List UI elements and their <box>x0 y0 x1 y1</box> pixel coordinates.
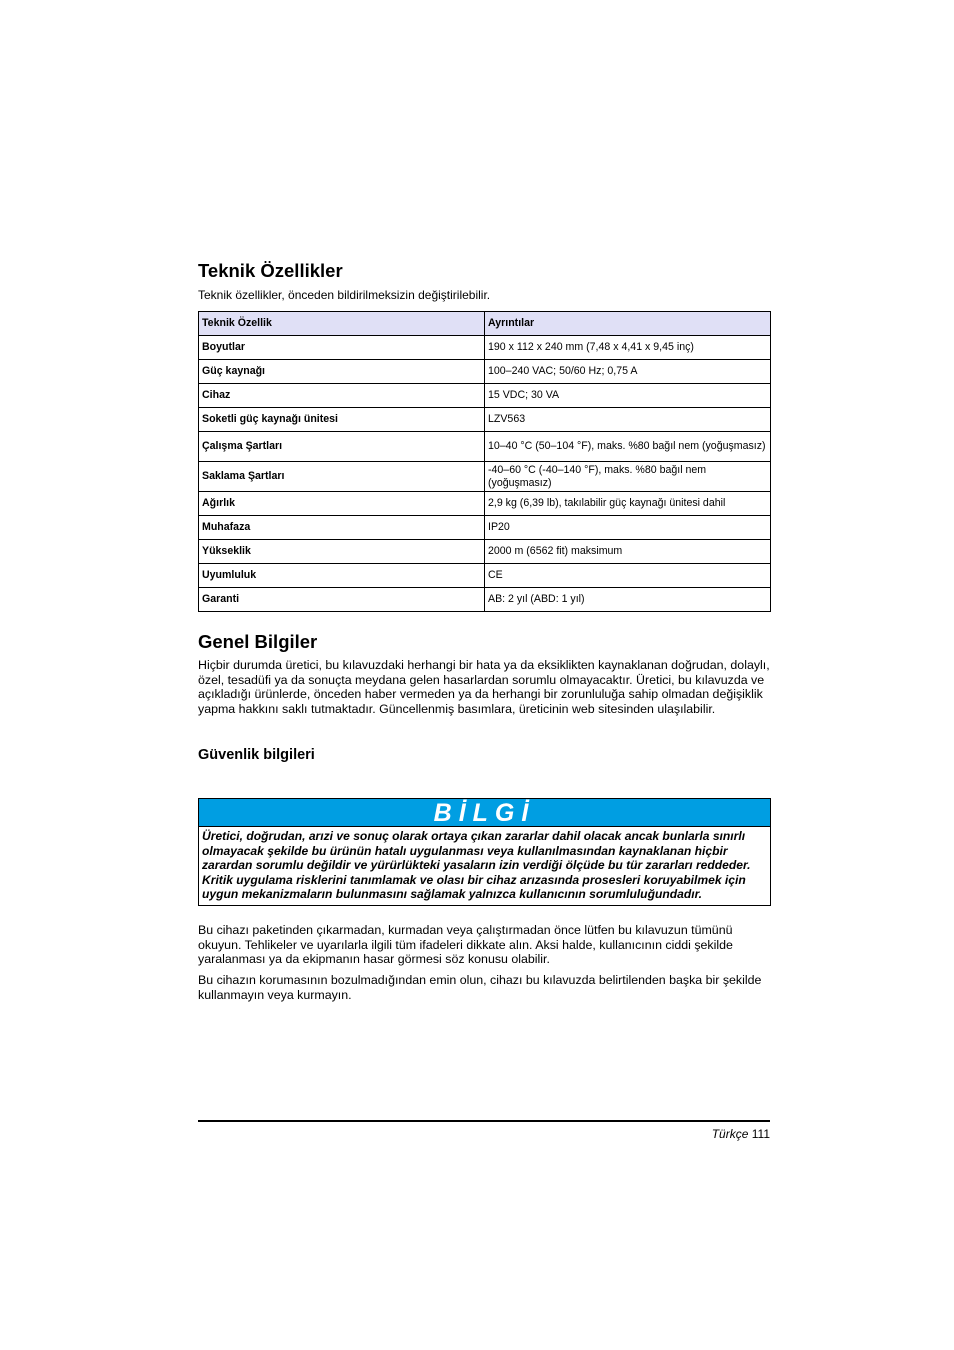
general-info-heading: Genel Bilgiler <box>198 631 318 652</box>
table-row <box>199 336 771 360</box>
spec-value: 190 x 112 x 240 mm (7,48 x 4,41 x 9,45 inç) <box>485 336 771 360</box>
safety-paragraph: Bu cihazı paketinden çıkarmadan, kurmadan veya çalıştırmadan önce lütfen bu kılavuzun tümünü okuyun. Tehlikeler ve uyarılarla ilgili tüm ifadeleri dikkate alın. Aksi halde, kullanıcının ciddi şekilde yaralanması ya da ekipmanın hasar görmesi söz konusu olabilir. <box>198 923 733 967</box>
spec-value: IP20 <box>485 516 771 540</box>
table-row <box>199 360 771 384</box>
spec-name: Güç kaynağı <box>199 360 485 384</box>
specifications-note: Teknik özellikler, önceden bildirilmeksizin değiştirilebilir. <box>198 288 491 302</box>
table-header-cell: Ayrıntılar <box>485 312 771 336</box>
table-row <box>199 384 771 408</box>
spec-name: Garanti <box>199 588 485 612</box>
page-footer <box>198 1127 770 1141</box>
specifications-table <box>198 311 771 612</box>
notice-heading: BİLGİ <box>199 799 770 827</box>
spec-value: CE <box>485 564 771 588</box>
notice-box <box>198 798 771 906</box>
spec-name: Cihaz <box>199 384 485 408</box>
table-row <box>199 492 771 516</box>
table-header-cell: Teknik Özellik <box>199 312 485 336</box>
general-info-paragraph: Hiçbir durumda üretici, bu kılavuzdaki herhangi bir hata ya da eksiklikten kaynaklanan doğrudan, dolaylı, özel, tesadüfi ya da sonuçta meydana gelen hasarlardan sorumlu olmayacaktır. Üretici, bu kılavuzda ve açıkladığı ürünlerde, önceden haber vermeden ya da herhangi bir zorunluluğa sahip olmadan değişiklik yapma hakkını saklı tutmaktadır. Güncellenmiş basımlara, üreticinin web sitesinden ulaşılabilir. <box>198 658 770 716</box>
spec-value: 10–40 °C (50–104 °F), maks. %80 bağıl nem (yoğuşmasız) <box>485 432 771 462</box>
table-row <box>199 540 771 564</box>
footer-language: Türkçe <box>711 1127 749 1141</box>
spec-name: Saklama Şartları <box>199 462 485 492</box>
spec-name: Boyutlar <box>199 336 485 360</box>
footer-rule <box>198 1120 770 1122</box>
table-row <box>199 516 771 540</box>
spec-value: AB: 2 yıl (ABD: 1 yıl) <box>485 588 771 612</box>
safety-info-heading: Güvenlik bilgileri <box>198 747 315 763</box>
spec-name: Uyumluluk <box>199 564 485 588</box>
table-row <box>199 588 771 612</box>
safety-paragraph: Bu cihazın korumasının bozulmadığından emin olun, cihazı bu kılavuzda belirtilenden başka bir şekilde kullanmayın veya kurmayın. <box>198 973 762 1002</box>
spec-value: 2,9 kg (6,39 lb), takılabilir güç kaynağı ünitesi dahil <box>485 492 771 516</box>
table-row <box>199 432 771 462</box>
spec-name: Soketli güç kaynağı ünitesi <box>199 408 485 432</box>
spec-value: 100–240 VAC; 50/60 Hz; 0,75 A <box>485 360 771 384</box>
spec-value: LZV563 <box>485 408 771 432</box>
table-row <box>199 564 771 588</box>
table-header-row <box>199 312 771 336</box>
table-row <box>199 408 771 432</box>
spec-value: 15 VDC; 30 VA <box>485 384 771 408</box>
spec-name: Yükseklik <box>199 540 485 564</box>
specifications-heading: Teknik Özellikler <box>198 260 343 281</box>
page-number: 111 <box>751 1127 770 1141</box>
notice-text: Üretici, doğrudan, arızi ve sonuç olarak ortaya çıkan zararlar dahil olacak ancak bunlarla sınırlı olmayacak şekilde bu ürünün hatalı uygulanması veya kullanılmasından kaynaklanan hiçbir zarardan sorumlu değildir ve yürürlükteki yasaların izin verdiği ölçüde bu tür zararları reddeder. Kritik uygulama risklerini tanımlamak ve olası bir cihaz arızasında prosesleri koruyabilmek için uygun mekanizmaların bulunmasını sağlamak yalnızca kullanıcının sorumluluğundadır. <box>202 829 751 902</box>
spec-name: Muhafaza <box>199 516 485 540</box>
spec-value: 2000 m (6562 fit) maksimum <box>485 540 771 564</box>
spec-name: Ağırlık <box>199 492 485 516</box>
spec-value: -40–60 °C (-40–140 °F), maks. %80 bağıl nem (yoğuşmasız) <box>485 462 771 492</box>
table-row <box>199 462 771 492</box>
spec-name: Çalışma Şartları <box>199 432 485 462</box>
